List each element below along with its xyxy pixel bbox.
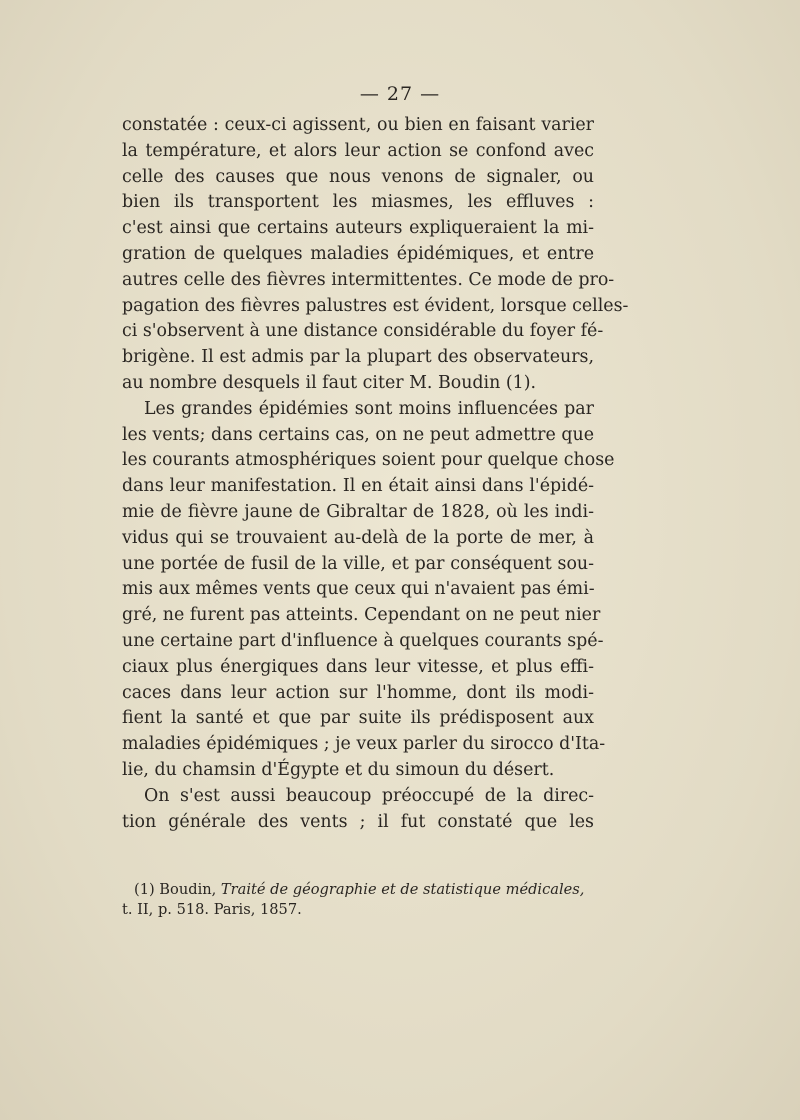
text-line: ci s'observent à une distance considérable du foyer fé- xyxy=(122,321,604,342)
text-line: gration de quelques maladies épidémiques, et entre xyxy=(122,243,594,264)
text-line: tion générale des vents ; il fut constaté que les xyxy=(122,811,594,832)
text-line: gré, ne furent pas atteints. Cependant on ne peut nier xyxy=(122,605,601,626)
footnote-title: Traité de géographie et de statistique médicales, xyxy=(220,881,585,898)
text-line: une portée de fusil de la ville, et par conséquent sou- xyxy=(122,553,594,574)
text-line: mie de fièvre jaune de Gibraltar de 1828, où les indi- xyxy=(122,501,594,522)
text-line: caces dans leur action sur l'homme, dont ils modi- xyxy=(122,682,594,703)
text-line: pagation des fièvres palustres est évident, lorsque celles- xyxy=(122,295,629,316)
page-number: — 27 — xyxy=(359,83,441,105)
text-line: brigène. Il est admis par la plupart des observateurs, xyxy=(122,347,594,368)
text-line: une certaine part d'influence à quelques courants spé- xyxy=(122,630,604,651)
footnote-line: t. II, p. 518. Paris, 1857. xyxy=(122,901,302,918)
text-line: On s'est aussi beaucoup préoccupé de la direc- xyxy=(144,785,594,806)
text-line: maladies épidémiques ; je veux parler du sirocco d'Ita- xyxy=(122,734,606,755)
text-line: les vents; dans certains cas, on ne peut admettre que xyxy=(122,424,594,445)
text-line: fient la santé et que par suite ils prédisposent aux xyxy=(122,708,594,729)
text-line: mis aux mêmes vents que ceux qui n'avaient pas émi- xyxy=(122,579,595,600)
footnote-line xyxy=(122,880,594,900)
text-line: constatée : ceux-ci agissent, ou bien en faisant varier xyxy=(122,115,594,135)
text-line: c'est ainsi que certains auteurs expliqueraient la mi- xyxy=(122,218,594,239)
text-line: autres celle des fièvres intermittentes. Ce mode de pro- xyxy=(122,269,615,290)
body-text xyxy=(122,113,629,835)
text-line: la température, et alors leur action se confond avec xyxy=(122,140,594,161)
text-line: bien ils transportent les miasmes, les effluves : xyxy=(122,192,594,213)
text-line: les courants atmosphériques soient pour quelque chose xyxy=(122,450,615,471)
text-line: lie, du chamsin d'Égypte et du simoun du désert. xyxy=(122,759,555,780)
text-line: au nombre desquels il faut citer M. Boudin (1). xyxy=(122,372,537,393)
footnotes xyxy=(122,880,594,920)
text-line: ciaux plus énergiques dans leur vitesse, et plus effi- xyxy=(122,656,594,677)
text-line: Les grandes épidémies sont moins influencées par xyxy=(144,398,594,419)
text-line: vidus qui se trouvaient au-delà de la porte de mer, à xyxy=(122,527,594,548)
text-line: dans leur manifestation. Il en était ainsi dans l'épidé- xyxy=(122,476,594,497)
text-line: celle des causes que nous venons de signaler, ou xyxy=(122,166,594,187)
footnote-marker: (1) Boudin, xyxy=(134,881,217,898)
